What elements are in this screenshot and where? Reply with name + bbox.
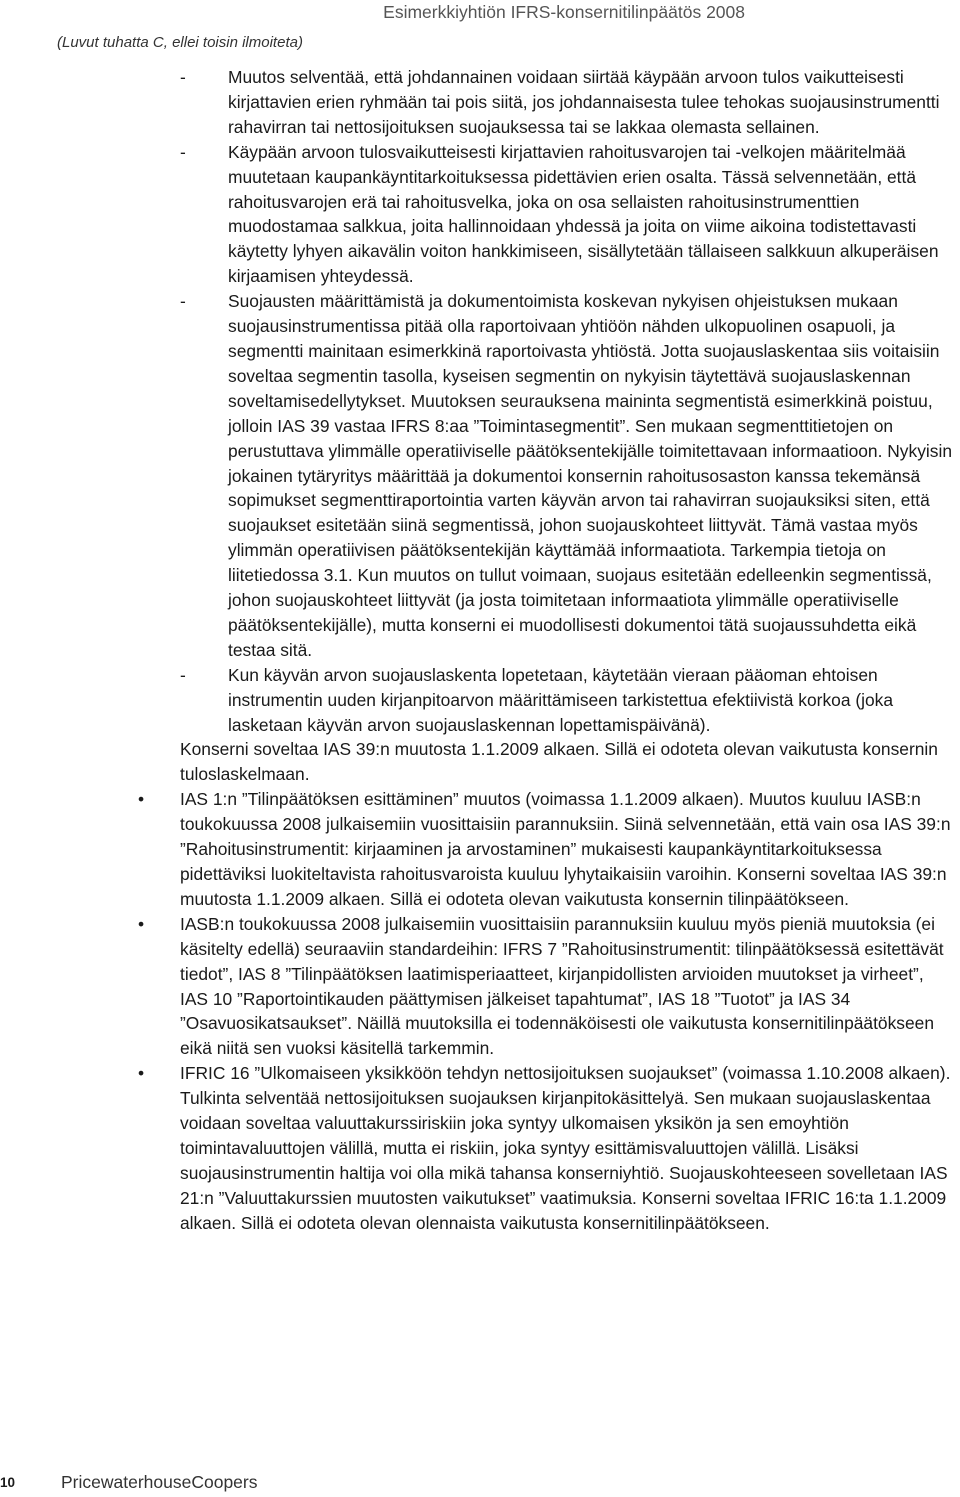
bullet-marker: • [138, 789, 145, 810]
bullet-marker: • [138, 1063, 145, 1084]
closing-paragraph: Konserni soveltaa IAS 39:n muutosta 1.1.2009 alkaen. Sillä ei odoteta olevan vaikutusta konsernin tuloslaskelmaan. [180, 739, 938, 785]
dash-list-item [180, 289, 955, 663]
bullet-list-item [138, 787, 955, 912]
bullet-list-item [138, 912, 955, 1061]
body-text [138, 65, 955, 1236]
dash-item-text: Muutos selventää, että johdannainen voidaan siirtää käypään arvoon tulos vaikutteisesti kirjattavien erien ryhmään tai pois siitä, jos johdannaisesta tulee tehokas suojausinstrumentti rahavirran tai nettosijoituksen suojauksessa tai se lakkaa olemasta sellainen. [228, 67, 940, 137]
currency-note: (Luvut tuhatta C, ellei toisin ilmoiteta) [57, 34, 303, 51]
dash-marker: - [180, 141, 186, 162]
bullet-marker: • [138, 913, 145, 934]
dash-item-text: Käypään arvoon tulosvaikutteisesti kirjattavien rahoitusvarojen tai -velkojen määritelmää muutetaan kaupankäyntitarkoituksessa pidettävien erien osalta. Tässä selvennetään, että rahoitusvarojen erä tai rahoitusvelka, joka on osa sellaisten rahoitusinstrumenttien muodostamaa salkkua, joita hallinnoidaan yhdessä ja joita on viime aikoina todistettavasti käytetty lyhyen aikavälin voiton hankkimiseen, sisällytetään tällaiseen salkkuun alkuperäisen kirjaamisen yhteydessä. [228, 141, 939, 287]
page-number: 10 [0, 1475, 16, 1490]
bullet-item-text: IFRIC 16 ”Ulkomaiseen yksikköön tehdyn nettosijoituksen suojaukset” (voimassa 1.10.2008 alkaen). Tulkinta selventää nettosijoituksen suojauksen kirjanpitokäsittelyä. Sen mukaan suojauslaskentaa voidaan soveltaa valuuttakurssiriskiin joka syntyy ulkomaisen yksikön ja sen emoyhtiön toimintavaluuttojen välillä, mutta ei riskiin, joka syntyy esittämisvaluuttojen välillä. Lisäksi suojausinstrumentin haltija voi olla mikä tahansa konserniyhtiö. Suojauskohteeseen sovelletaan IAS 21:n ”Valuuttakurssien muutosten vaikutukset” vaatimuksia. Konserni soveltaa IFRIC 16:ta 1.1.2009 alkaen. Sillä ei odoteta olevan olennaista vaikutusta konsernitilinpäätökseen. [180, 1063, 951, 1233]
dash-item-text: Suojausten määrittämistä ja dokumentoimista koskevan nykyisen ohjeistuksen mukaan suojausinstrumentissa pitää olla raportoivaan yhtiöön nähden ulkopuolinen osapuoli, ja segmentti mainitaan esimerkkinä raportoivasta yhtiöstä. Jotta suojauslaskentaa siis voitaisiin soveltaa segmentin tasolla, kyseisen segmentin on nykyisin täytettävä suojauslaskennan soveltamisedellytykset. Muutoksen seurauksena maininta segmentistä esimerkkinä poistuu, jolloin IAS 39 vastaa IFRS 8:aa ”Toimintasegmentit”. Sen mukaan segmenttitietojen on perustuttava ylimmälle operatiiviselle päätöksentekijälle toimitettavaan informaatioon. Nykyisin jokainen tytäryritys määrittää ja dokumentoi konsernin rahoitusosaston kanssa tekemänsä sopimukset segmenttiraportointia varten käyvän arvon tai rahavirran suojauksiksi siten, että suojaukset esitetään siinä segmentissä, johon suojauskohteet liittyvät. Tämä vastaa myös ylimmän operatiivisen päätöksentekijän käyttämää informaatiota. Tarkempia tietoja on liitetiedossa 3.1. Kun muutos on tullut voimaan, suojaus esitetään edelleenkin segmentissä, johon suojauskohteet liittyvät (ja josta toimitetaan informaatiota ylimmälle operatiiviselle päätöksentekijälle), mutta konserni ei muodollisesti dokumentoi tätä suojaussuhdetta eikä testaa sitä. [228, 291, 952, 660]
bullet-item-text: IAS 1:n ”Tilinpäätöksen esittäminen” muutos (voimassa 1.1.2009 alkaen). Muutos kuuluu IASB:n toukokuussa 2008 julkaisemiin vuosittaisiin parannuksiin. Siinä selvennetään, että vain osa IAS 39:n ”Rahoitusinstrumentit: kirjaaminen ja arvostaminen” mukaisesti kaupankäyntitarkoituksessa pidettäviksi luokiteltavista rahoitusvaroista kuuluu lyhytaikaisiin varoihin. Konserni soveltaa IAS 39:n muutosta 1.1.2009 alkaen. Sillä ei odoteta olevan vaikutusta konsernin tilinpäätökseen. [180, 789, 951, 909]
document-title: Esimerkkiyhtiön IFRS-konsernitilinpäätös 2008 [383, 2, 745, 22]
dash-list-item [180, 140, 955, 289]
dash-marker: - [180, 664, 186, 685]
dash-marker: - [180, 67, 186, 87]
footer-company-name: PricewaterhouseCoopers [61, 1472, 258, 1492]
dash-list-item [180, 65, 955, 140]
dash-item-text: Kun käyvän arvon suojauslaskenta lopetetaan, käytetään vieraan pääoman ehtoisen instrumentin uuden kirjanpitoarvon määrittämiseen tarkistettua efektiivistä korkoa (joka lasketaan käyvän arvon suojauslaskennan lopettamispäivänä). [228, 664, 894, 735]
dash-list-item [180, 663, 955, 738]
bullet-item-text: IASB:n toukokuussa 2008 julkaisemiin vuosittaisiin parannuksiin kuuluu myös pieniä muutoksia (ei käsitelty edellä) seuraaviin standardeihin: IFRS 7 ”Rahoitusinstrumentit: tilinpäätöksessä esitettävät tiedot”, IAS 8 ”Tilinpäätöksen laatimisperiaatteet, kirjanpidollisten arvioiden muutokset ja virheet”, IAS 10 ”Raportointikauden päättymisen jälkeiset tapahtumat”, IAS 18 ”Tuotot” ja IAS 34 ”Osavuosikatsaukset”. Näillä muutoksilla ei todennäköisesti ole vaikutusta konsernitilinpäätökseen eikä niitä sen vuoksi käsitellä tarkemmin. [180, 913, 944, 1059]
dash-marker: - [180, 291, 186, 312]
dash-list [180, 65, 955, 737]
bullet-list-item [138, 1061, 955, 1235]
